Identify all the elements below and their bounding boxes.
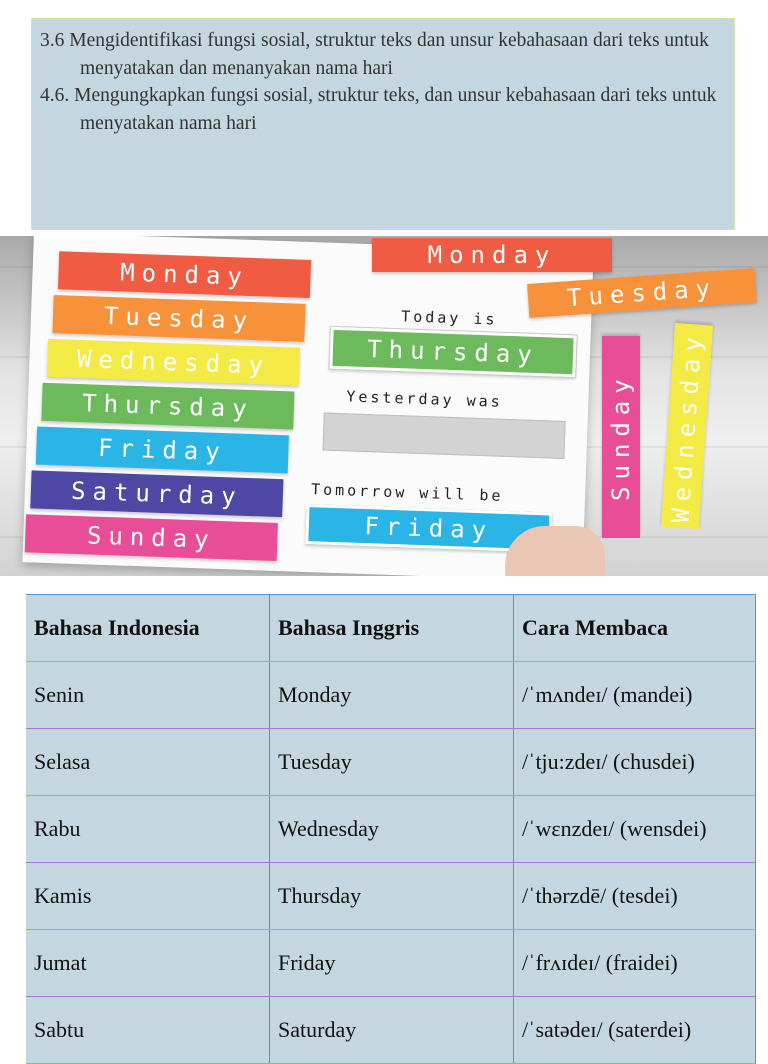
cell-english: Tuesday bbox=[270, 729, 514, 796]
cell-pronunciation: /ˈsatədeɪ/ (saterdei) bbox=[514, 997, 756, 1064]
tomorrow-label: Tomorrow will be bbox=[310, 480, 504, 505]
cell-pronunciation: /ˈthərzdē/ (tesdei) bbox=[514, 863, 756, 930]
strip-saturday: Saturday bbox=[30, 470, 283, 517]
cell-indonesia: Selasa bbox=[26, 729, 270, 796]
loose-strip-sunday: Sunday bbox=[602, 336, 640, 538]
table-header-row bbox=[26, 595, 756, 662]
table-row bbox=[26, 863, 756, 930]
cell-english: Saturday bbox=[270, 997, 514, 1064]
cell-english: Monday bbox=[270, 662, 514, 729]
strip-tuesday: Tuesday bbox=[52, 295, 305, 342]
cell-pronunciation: /ˈfrʌɪdeɪ/ (fraidei) bbox=[514, 930, 756, 997]
table-row bbox=[26, 729, 756, 796]
cell-indonesia: Jumat bbox=[26, 930, 270, 997]
loose-strip-wednesday: Wednesday bbox=[661, 323, 713, 529]
days-of-week-illustration bbox=[0, 236, 768, 576]
table-row bbox=[26, 930, 756, 997]
cell-pronunciation: /ˈmʌndeɪ/ (mandei) bbox=[514, 662, 756, 729]
header-cara-membaca: Cara Membaca bbox=[514, 595, 756, 662]
hand-image bbox=[505, 526, 605, 576]
objective-4-6: 4.6. Mengungkapkan fungsi sosial, struktur teks, dan unsur kebahasaan dari teks untuk menyatakan nama hari bbox=[40, 85, 717, 134]
strip-wednesday: Wednesday bbox=[47, 339, 300, 386]
table-row bbox=[26, 997, 756, 1064]
strip-friday: Friday bbox=[36, 427, 289, 474]
strip-monday: Monday bbox=[58, 251, 311, 298]
cell-pronunciation: /ˈwɛnzdeɪ/ (wensdei) bbox=[514, 796, 756, 863]
strip-sunday: Sunday bbox=[25, 514, 278, 561]
today-label: Today is bbox=[400, 307, 498, 329]
yesterday-blank-slot bbox=[322, 413, 565, 459]
cell-english: Wednesday bbox=[270, 796, 514, 863]
table-row bbox=[26, 662, 756, 729]
cell-indonesia: Kamis bbox=[26, 863, 270, 930]
strip-thursday: Thursday bbox=[41, 383, 294, 430]
learning-objectives-box bbox=[31, 18, 735, 230]
header-bahasa-inggris: Bahasa Inggris bbox=[270, 595, 514, 662]
loose-strip-monday: Monday bbox=[372, 238, 612, 272]
objective-3-6: 3.6 Mengidentifikasi fungsi sosial, struktur teks dan unsur kebahasaan dari teks untuk menyatakan dan menanyakan nama hari bbox=[40, 30, 709, 79]
cell-indonesia: Rabu bbox=[26, 796, 270, 863]
days-table bbox=[26, 594, 756, 1064]
tomorrow-value-strip: Friday bbox=[305, 504, 552, 553]
yesterday-label: Yesterday was bbox=[346, 387, 504, 411]
loose-strip-tuesday: Tuesday bbox=[527, 268, 757, 318]
table-row bbox=[26, 796, 756, 863]
cell-indonesia: Senin bbox=[26, 662, 270, 729]
whiteboard-card bbox=[22, 236, 593, 576]
today-value-strip: Thursday bbox=[329, 327, 576, 378]
cell-english: Friday bbox=[270, 930, 514, 997]
cell-pronunciation: /ˈtju:zdeɪ/ (chusdei) bbox=[514, 729, 756, 796]
cell-english: Thursday bbox=[270, 863, 514, 930]
header-bahasa-indonesia: Bahasa Indonesia bbox=[26, 595, 270, 662]
cell-indonesia: Sabtu bbox=[26, 997, 270, 1064]
